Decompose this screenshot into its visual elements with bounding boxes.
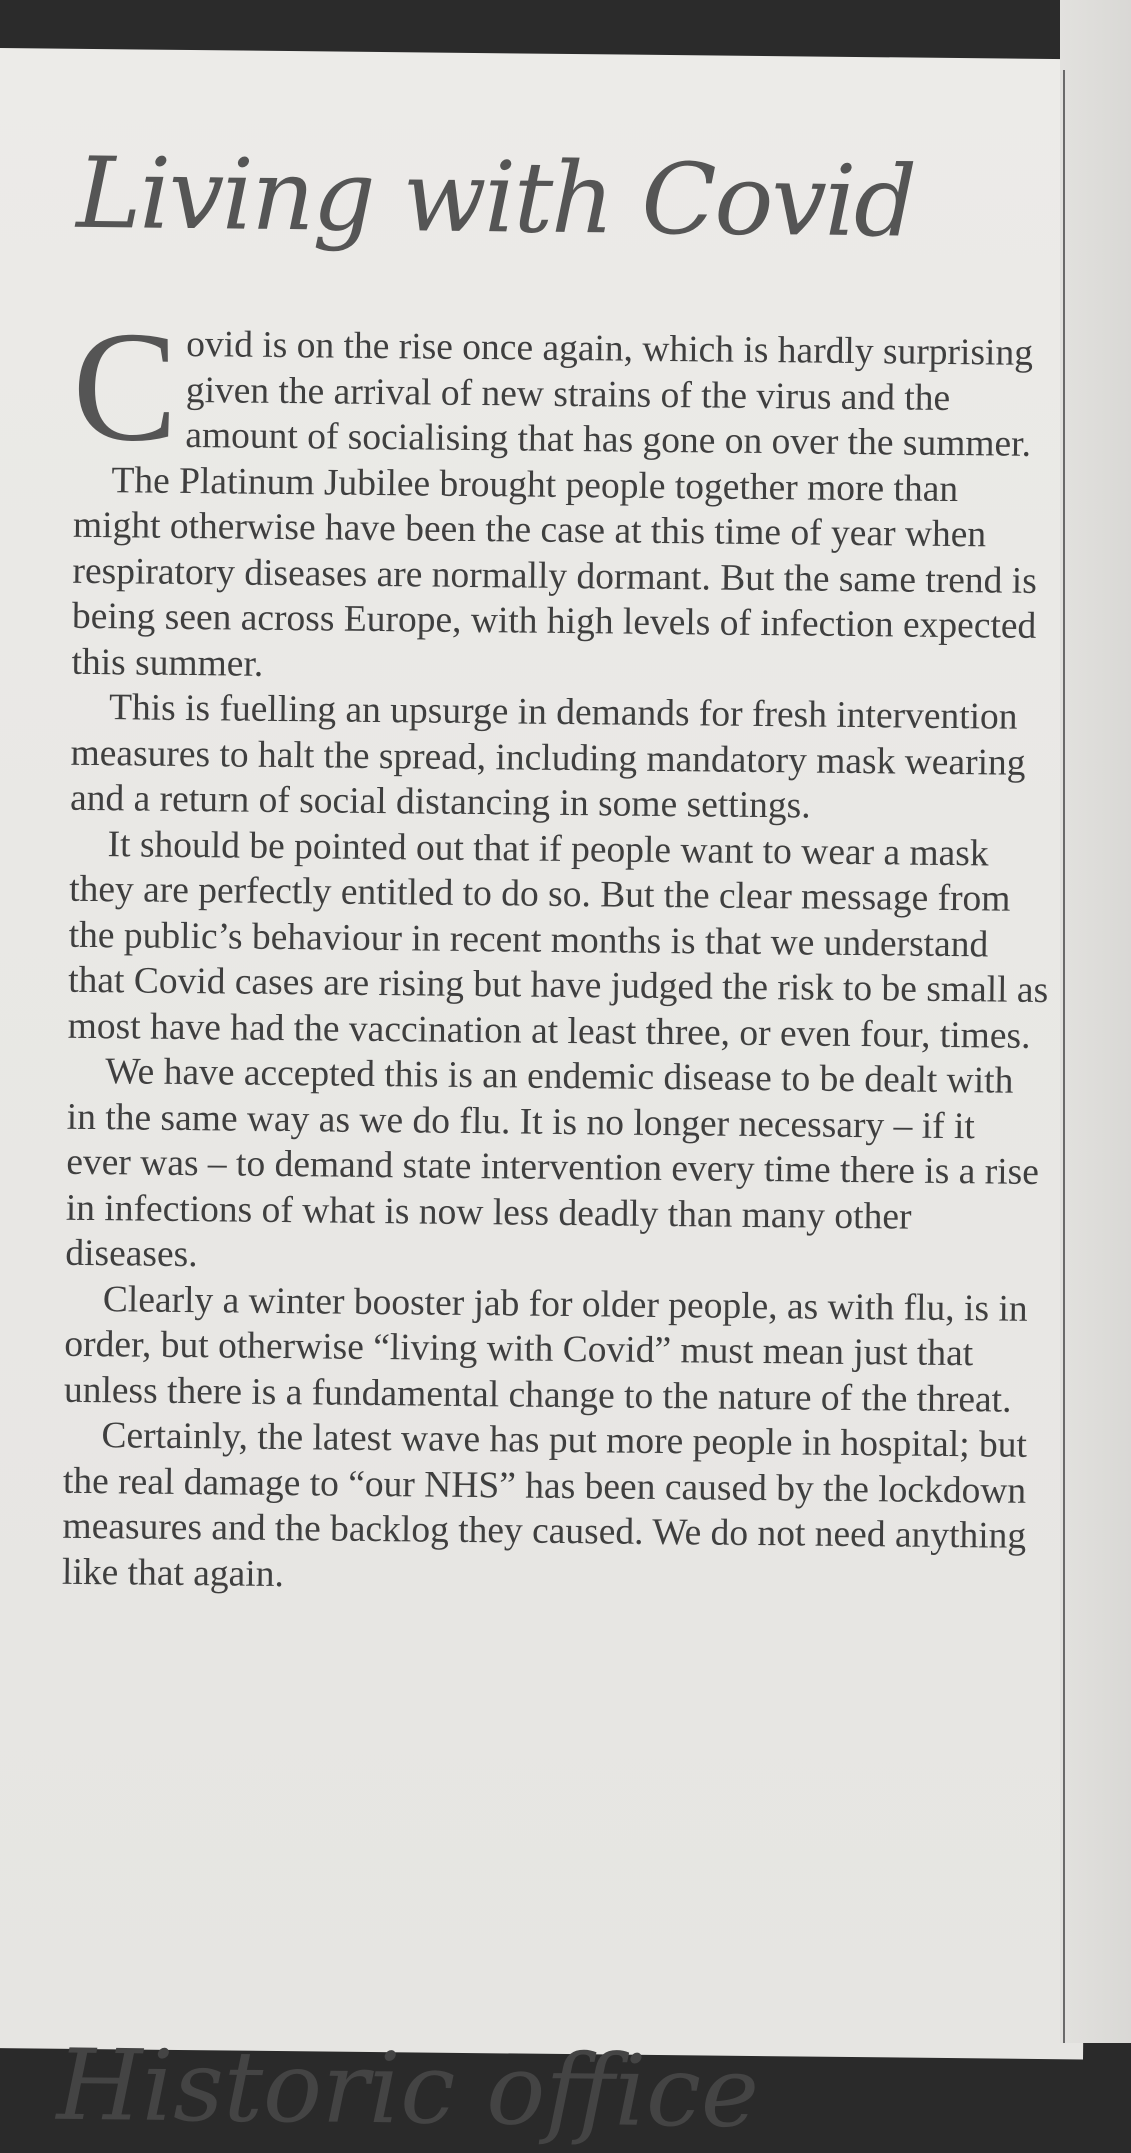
article-paragraph-4: It should be pointed out that if people want to wear a mask they are perfectly entitled to do so. But the clear message from the public’s behaviour in recent months is that we understand that Covid cases are rising but have judged the risk to be small as most have had the vaccination at least three, or even four, times. <box>67 823 1049 1057</box>
newspaper-clipping <box>0 48 1104 2151</box>
column-divider-rule <box>1063 70 1065 2043</box>
article-paragraph-2: The Platinum Jubilee brought people together more than might otherwise have been the case at this time of year when respiratory diseases are normally dormant. But the same trend is being seen across Europe, with high levels of infection expected this summer. <box>71 459 1038 685</box>
article-paragraph-1 <box>71 298 1055 475</box>
article-headline: Living with Covid <box>75 136 916 260</box>
next-article-headline-partial: Historic office <box>56 2028 760 2151</box>
article-paragraph-6: Clearly a winter booster jab for older people, as with flu, is in order, but otherwise “living with Covid” must mean just that unless there is a fundamental change to the nature of the threat. <box>63 1278 1028 1421</box>
paragraph-1-text: ovid is on the rise once again, which is hardly surprising given the arrival of new strains of the virus and the amount of socialising that has gone on over the summer. <box>185 323 1034 465</box>
adjacent-column-edge <box>1060 0 1131 2043</box>
article-paragraph-5: We have accepted this is an endemic disease to be dealt with in the same way as we do flu. It is no longer necessary – if it ever was – to demand state intervention every time there is a rise in infections of what is now less deadly than many other diseases. <box>65 1051 1040 1276</box>
article-paragraph-3: This is fuelling an upsurge in demands for fresh intervention measures to halt the spread, including mandatory mask wearing and a return of social distancing in some settings. <box>69 687 1026 827</box>
drop-cap: C <box>71 298 179 475</box>
article-paragraph-7: Certainly, the latest wave has put more people in hospital; but the real damage to “our NHS” has been caused by the lockdown measures and the backlog they caused. We do not need anything like that again. <box>61 1415 1028 1595</box>
article-body <box>61 298 1055 1605</box>
